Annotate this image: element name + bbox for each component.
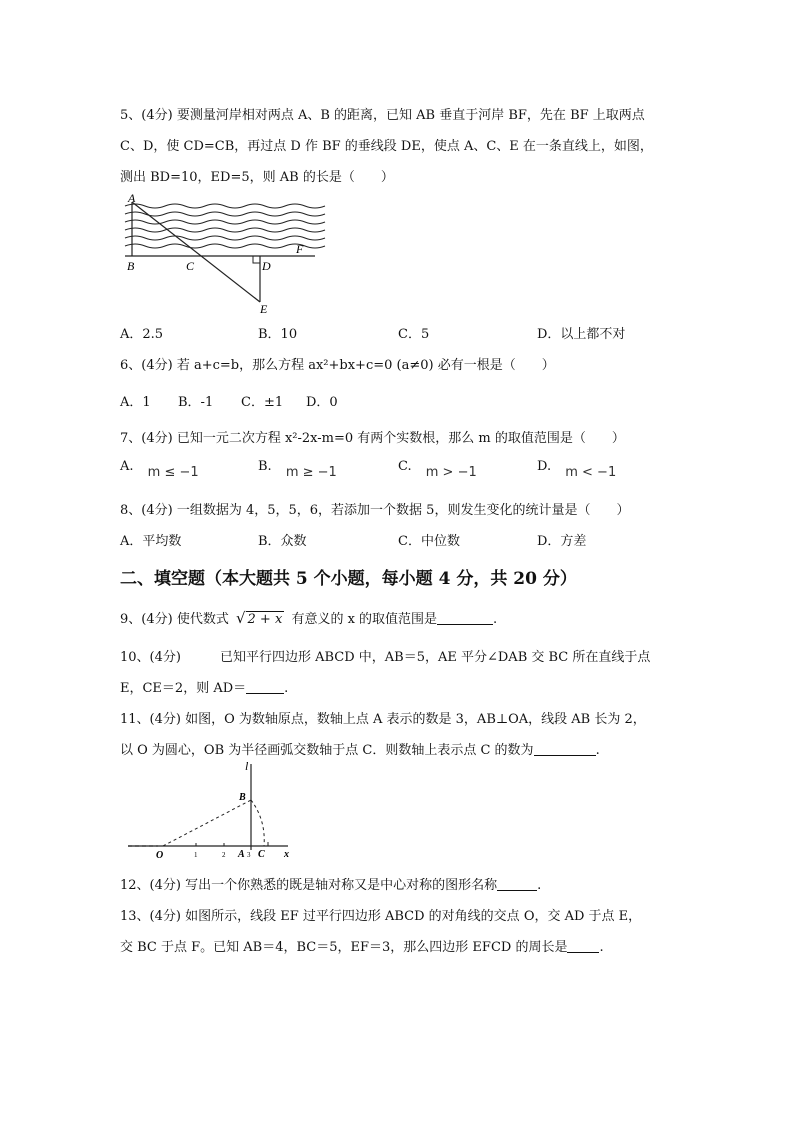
q9-radicand: 2 + x xyxy=(247,612,283,627)
q7-option-c-math: m > −1 xyxy=(425,465,477,480)
q6-option-a[interactable]: A．1 xyxy=(120,395,151,410)
q6-option-d[interactable]: D．0 xyxy=(306,395,338,410)
q8-stem: 8、(4分) 一组数据为 4，5，5，6，若添加一个数据 5，则发生变化的统计量是（ ） xyxy=(120,503,630,518)
q13-end: . xyxy=(599,940,604,955)
q5-line3: 测出 BD=10，ED=5，则 AB 的长是（ ） xyxy=(120,170,394,185)
q10-line2-text: E，CE＝2，则 AD＝ xyxy=(120,681,247,696)
q7-option-b-letter: B. xyxy=(258,459,272,474)
q10-end: . xyxy=(284,681,289,696)
q13-answer-blank[interactable] xyxy=(567,940,599,953)
fig5-label-f: F xyxy=(296,242,304,256)
q8-option-d[interactable]: D．方差 xyxy=(537,534,587,549)
q12-stem xyxy=(120,874,541,893)
q12-text: 12、(4分) 写出一个你熟悉的既是轴对称又是中心对称的图形名称 xyxy=(120,878,498,893)
q13-line1: 13、(4分) 如图所示，线段 EF 过平行四边形 ABCD 的对角线的交点 O，交 AD 于点 E， xyxy=(120,909,642,924)
q6-option-b[interactable]: B．-1 xyxy=(178,395,214,410)
q12-answer-blank[interactable] xyxy=(497,878,537,891)
q13-line2 xyxy=(120,936,604,955)
fig11-label-b: B xyxy=(239,792,246,803)
q6-option-c[interactable]: C．±1 xyxy=(241,395,284,410)
fig11-label-o: O xyxy=(156,850,164,860)
q6-stem: 6、(4分) 若 a+c=b，那么方程 ax²+bx+c=0 (a≠0) 必有一根是（ ） xyxy=(120,358,555,373)
q5-option-b[interactable]: B．10 xyxy=(258,327,298,342)
q7-option-a-math: m ≤ −1 xyxy=(147,465,199,480)
fig11-label-x: x xyxy=(284,849,289,860)
q7-option-a[interactable] xyxy=(120,459,199,480)
q9-radical xyxy=(236,609,284,627)
q7-option-c-letter: C. xyxy=(398,459,412,474)
q11-line1: 11、(4分) 如图，O 为数轴原点，数轴上点 A 表示的数是 3，AB⊥OA，线段 AB 长为 2， xyxy=(120,712,646,727)
q7-option-d[interactable] xyxy=(537,459,617,480)
q7-option-b-math: m ≥ −1 xyxy=(285,465,337,480)
sqrt-icon: √ xyxy=(235,609,246,627)
q13-line2-text: 交 BC 于点 F。已知 AB＝4，BC＝5，EF＝3，那么四边形 EFCD 的周长是 xyxy=(120,940,568,955)
fig11-label-l: l xyxy=(245,760,249,773)
q11-line2 xyxy=(120,739,600,758)
q5-option-d[interactable]: D．以上都不对 xyxy=(537,327,626,342)
q11-number-line-figure xyxy=(128,760,298,860)
q9-post: 有意义的 x 的取值范围是 xyxy=(291,612,438,627)
q11-line2-text: 以 O 为圆心，OB 为半径画弧交数轴于点 C．则数轴上表示点 C 的数为 xyxy=(120,743,534,758)
q5-line2: C、D，使 CD=CB，再过点 D 作 BF 的垂线段 DE，使点 A、C、E 在一条直线上，如图， xyxy=(120,139,653,154)
q7-option-c[interactable] xyxy=(398,459,477,480)
q7-option-d-math: m < −1 xyxy=(565,465,617,480)
q10-line2 xyxy=(120,677,288,696)
fig11-tick-2: 2 xyxy=(222,851,226,859)
q5-line1: 5、(4分) 要测量河岸相对两点 A、B 的距离，已知 AB 垂直于河岸 BF，先在 BF 上取两点 xyxy=(120,108,645,123)
fig5-label-a: A xyxy=(128,192,136,205)
q11-answer-blank[interactable] xyxy=(534,743,596,756)
q8-option-a[interactable]: A．平均数 xyxy=(120,534,182,549)
q9-pre: 9、(4分) 使代数式 xyxy=(120,612,229,627)
q5-river-figure xyxy=(120,192,330,317)
q9-end: . xyxy=(493,612,498,627)
q10-line1: 10、(4分) 已知平行四边形 ABCD 中，AB＝5，AE 平分∠DAB 交 BC 所在直线于点 xyxy=(120,650,651,665)
fig11-tick-1: 1 xyxy=(194,851,198,859)
fig5-label-d: D xyxy=(262,259,271,273)
q5-option-a[interactable]: A．2.5 xyxy=(120,327,164,342)
q8-option-c[interactable]: C．中位数 xyxy=(398,534,460,549)
q7-option-d-letter: D. xyxy=(537,459,552,474)
fig11-label-c: C xyxy=(258,849,265,860)
q7-option-a-letter: A. xyxy=(120,459,134,474)
q5-option-c[interactable]: C．5 xyxy=(398,327,430,342)
q11-end: . xyxy=(595,743,600,758)
q10-answer-blank[interactable] xyxy=(246,681,284,694)
fig11-tick-3: 3 xyxy=(247,851,251,859)
q7-stem: 7、(4分) 已知一元二次方程 x²-2x-m=0 有两个实数根，那么 m 的取值范围是（ ） xyxy=(120,431,625,446)
q8-option-b[interactable]: B．众数 xyxy=(258,534,307,549)
fig11-label-a: A xyxy=(238,849,245,860)
q7-option-b[interactable] xyxy=(258,459,337,480)
fig5-label-b: B xyxy=(127,259,135,273)
section-2-title: 二、填空题（本大题共 5 个小题，每小题 4 分，共 20 分） xyxy=(120,569,577,589)
q9-stem xyxy=(120,608,497,627)
q12-end: . xyxy=(537,878,542,893)
fig5-label-c: C xyxy=(186,259,195,273)
q9-answer-blank[interactable] xyxy=(437,612,493,625)
fig5-label-e: E xyxy=(260,302,268,316)
